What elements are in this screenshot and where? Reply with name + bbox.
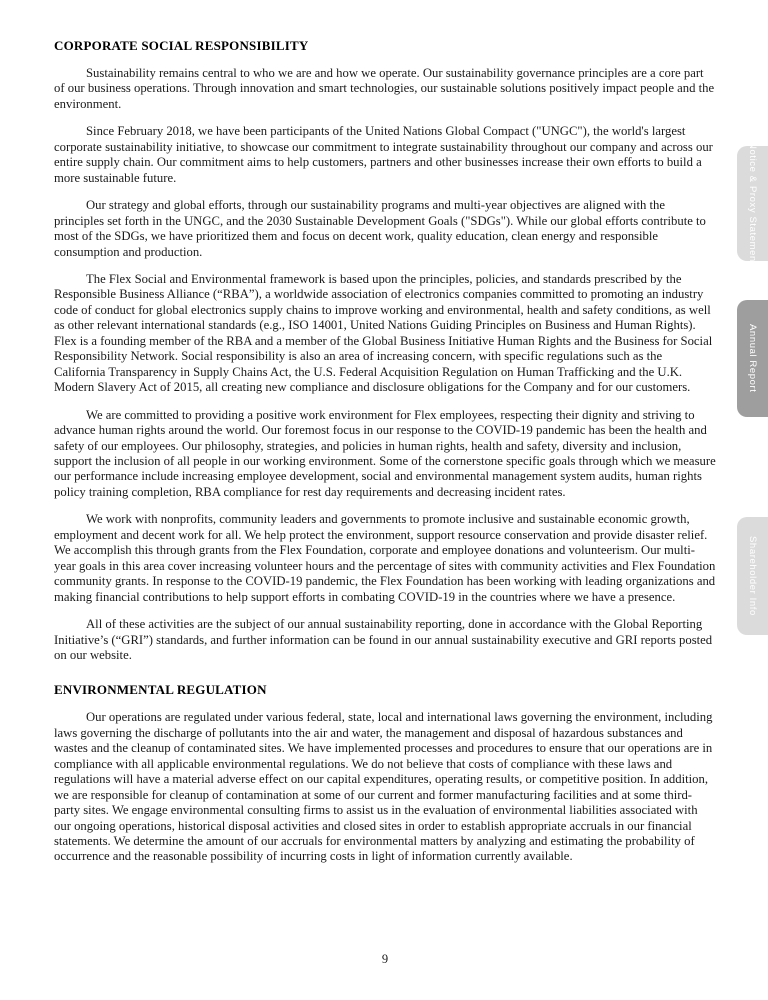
section-heading-corporate-social-responsibility: CORPORATE SOCIAL RESPONSIBILITY [54,38,309,53]
section-heading-environmental-regulation: ENVIRONMENTAL REGULATION [54,682,267,698]
page-number: 9 [381,952,389,966]
tab-shareholder-info-label: Shareholder Info [747,536,758,616]
paragraph-csr-4: The Flex Social and Environmental framework is based upon the principles, policies, and standards prescribed by the Responsible Business Alliance (“RBA”), a worldwide association of electronics companies committed to promoting an industry code of conduct for global electronics supply chains to improve working and environmental, health and safety conditions, as well as other relevant international standards (e.g., ISO 14001, United Nations Guiding Principles on Business and Human Rights). Flex is a founding member of the RBA and a member of the Global Business Initiative Human Rights and the Business for Social Responsibility Network. Social responsibility is also an area of increasing concern, with specific regulations such as the California Transparency in Supply Chains Act, the U.S. Federal Acquisition Regulation on Human Trafficking and the U.K. Modern Slavery Act of 2015, all creating new compliance and disclosure obligations for the Company and for our customers. [54,271,713,395]
paragraph-csr-5: We are committed to providing a positive work environment for Flex employees, respecting their dignity and striving to advance human rights around the world. Our foremost focus in our response to the COVID-19 pandemic has been the health and safety of our employees. Our philosophy, strategies, and policies in human rights, health and safety, diversity and inclusion, support the inclusion of all people in our working environment. Some of the cornerstone specific goals through which we measure our performance include increasing employee development, social and environmental management system audits, human rights policy training completion, RBA compliance for rest day requirements and decreasing incident rates. [54,407,716,499]
tab-annual-report-label: Annual Report [747,324,758,393]
paragraph-environmental-1: Our operations are regulated under various federal, state, local and international laws governing the environment, including laws governing the discharge of pollutants into the air and water, the management and disposal of hazardous substances and wastes and the cleanup of contaminated sites. We have implemented processes and procedures to ensure that our operations are in compliance with all applicable environmental regulations. We do not believe that costs of compliance with these laws and regulations will have a material adverse effect on our capital expenditures, operating results, or competitive position. In addition, we are responsible for cleanup of contamination at some of our current and former manufacturing facilities and at some third-party sites. We engage environmental consulting firms to assist us in the evaluation of environmental liabilities associated with our ongoing operations, historical disposal activities and closed sites in order to establish appropriate accruals in our financial statements. We determine the amount of our accruals for environmental matters by analyzing and estimating the probability of occurrence and the reasonable possibility of incurring costs in light of information currently available. [54,710,713,864]
tab-notice-proxy-statement-label: Notice & Proxy Statement [747,141,758,266]
paragraph-csr-6: We work with nonprofits, community leaders and governments to promote inclusive and sustainable economic growth, employment and decent work for all. We help protect the environment, support resource conservation and provide disaster relief. We accomplish this through grants from the Flex Foundation, corporate and employee donations and volunteerism. Our multi-year goals in this area cover increasing volunteer hours and the percentage of sites with community activities and Flex Foundation community grants. In response to the COVID-19 pandemic, the Flex Foundation has been working with leading organizations and making financial contributions to help support efforts in combating COVID-19 in the countries where we have a presence. [54,512,716,604]
sidebar-tabs [737,0,768,1000]
tab-shareholder-info[interactable] [737,517,768,635]
paragraph-csr-3: Our strategy and global efforts, through our sustainability programs and multi-year objectives are aligned with the principles set forth in the UNGC, and the 2030 Sustainable Development Goals ("SDGs"). While our global efforts contribute to most of the SDGs, we have prioritized them and focus on decent work, quality education, clean energy and responsible consumption and production. [54,198,706,259]
tab-notice-proxy-statement[interactable] [737,141,768,266]
paragraph-csr-1: Sustainability remains central to who we are and how we operate. Our sustainability governance principles are a core part of our business operations. Through innovation and smart technologies, our sustainable solutions positively impact people and the environment. [54,66,715,111]
paragraph-csr-2: Since February 2018, we have been participants of the United Nations Global Compact ("UNGC"), the world's largest corporate sustainability initiative, to showcase our commitment to integrate sustainability throughout our company and across our entire supply chain. Our commitment aims to help customers, partners and other businesses increase their own efforts to build a more sustainable future. [54,124,713,185]
document-content [54,38,716,877]
tab-annual-report[interactable] [737,300,768,417]
paragraph-csr-7: All of these activities are the subject of our annual sustainability reporting, done in accordance with the Global Reporting Initiative’s (“GRI”) standards, and further information can be found in our annual sustainability executive and GRI reports posted on our website. [54,617,713,662]
